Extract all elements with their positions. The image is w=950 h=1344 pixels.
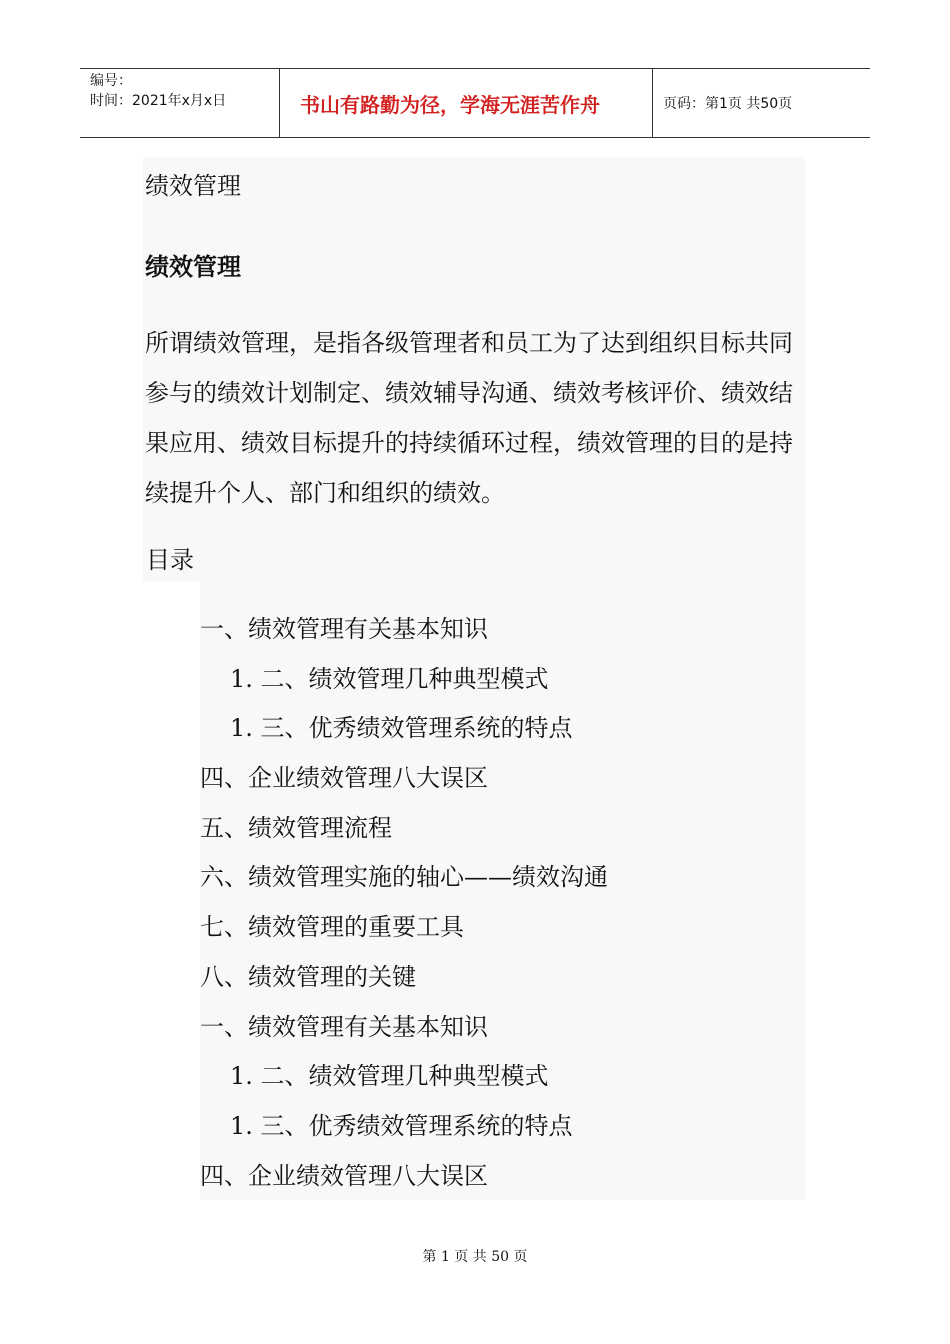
document-title: 绩效管理 <box>145 172 241 200</box>
toc-item[interactable]: 四、企业绩效管理八大误区 <box>200 764 488 793</box>
section-heading: 绩效管理 <box>145 253 241 281</box>
header-page-info: 页码：第1页 共50页 <box>663 96 793 112</box>
toc-item[interactable]: 五、绩效管理流程 <box>200 813 392 842</box>
header-motto: 书山有路勤为径，学海无涯苦作舟 <box>280 69 653 137</box>
table-of-contents <box>200 605 608 1201</box>
toc-item[interactable]: 一、绩效管理有关基本知识 <box>200 615 488 643</box>
toc-item[interactable]: 1. 二、绩效管理几种典型模式 <box>230 664 549 693</box>
toc-item[interactable]: 1. 二、绩效管理几种典型模式 <box>230 1062 549 1091</box>
time-label: 时间：2021年x月x日 <box>90 93 227 109</box>
toc-item[interactable]: 一、绩效管理有关基本知识 <box>200 1012 488 1041</box>
toc-item[interactable]: 四、企业绩效管理八大误区 <box>200 1161 488 1190</box>
page-footer: 第 1 页 共 50 页 <box>422 1249 528 1265</box>
header-meta <box>80 69 280 137</box>
toc-item[interactable]: 1. 三、优秀绩效管理系统的特点 <box>230 1111 573 1140</box>
toc-item[interactable]: 八、绩效管理的关键 <box>200 962 416 991</box>
page-header <box>80 68 870 138</box>
toc-item[interactable]: 六、绩效管理实施的轴心——绩效沟通 <box>200 863 608 892</box>
intro-paragraph: 所谓绩效管理，是指各级管理者和员工为了达到组织目标共同参与的绩效计划制定、绩效辅导沟通、绩效考核评价、绩效结果应用、绩效目标提升的持续循环过程，绩效管理的目的是持续提升个人、部门和组织的绩效。 <box>145 329 793 507</box>
toc-item[interactable]: 1. 三、优秀绩效管理系统的特点 <box>230 714 573 743</box>
number-label: 编号： <box>90 73 132 89</box>
toc-heading: 目录 <box>146 546 194 574</box>
toc-item[interactable]: 七、绩效管理的重要工具 <box>200 913 464 942</box>
